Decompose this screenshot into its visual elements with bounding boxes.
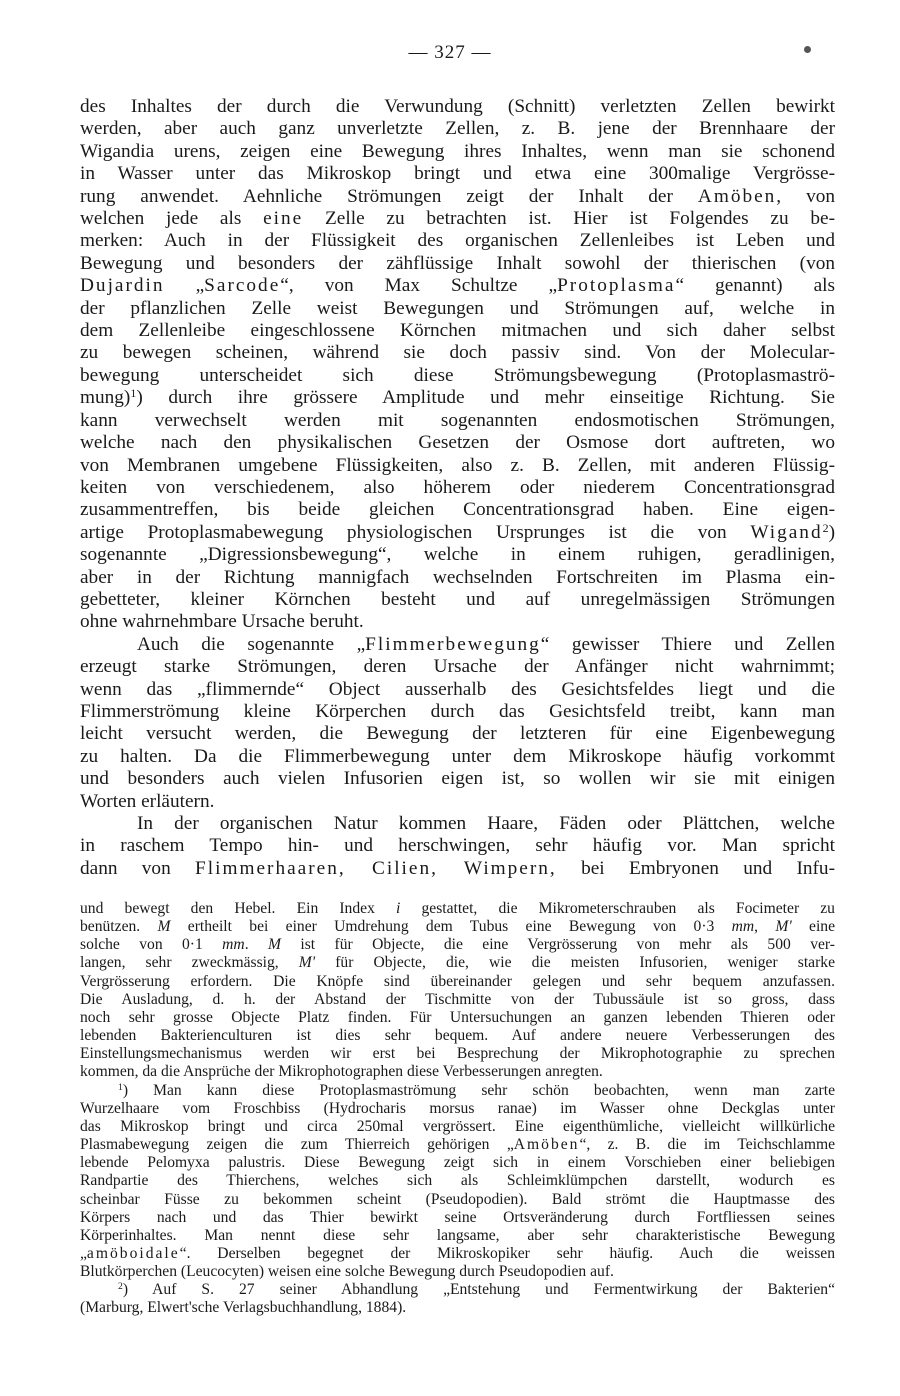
body-line: ohne wahrnehmbare Ursache beruht.	[80, 611, 364, 633]
italic-symbol: mm	[222, 936, 245, 954]
body-line: Wigandia urens, zeigen eine Bewegung ihres Inhaltes, wenn man sie schonend	[80, 140, 835, 162]
spaced-emphasis: Flimmerbewegung	[365, 633, 541, 655]
footnote-line: lebenden Bakterienculturen ist dies sehr bequem. Auf andere neuere Verbesserungen des	[80, 1027, 835, 1045]
body-line: kann verwechselt werden mit sogenannten endosmotischen Strömungen,	[80, 409, 835, 431]
body-line: zu halten. Da die Flimmerbewegung unter dem Mikroskope häufig vorkommt	[80, 745, 835, 767]
footnotes	[80, 900, 835, 1318]
spaced-emphasis: Wigand	[750, 521, 823, 543]
footnote-line: das Mikroskop bringt und circa 250mal vergrössert. Eine eigenthümliche, vielleicht willkürliche	[80, 1117, 835, 1135]
spaced-emphasis: Sarcode	[204, 275, 281, 297]
footnote-line: Wurzelhaare vom Froschbiss (Hydrocharis morsus ranae) im Wasser ohne Deckglas unter	[80, 1099, 835, 1117]
body-line: mung)$^1$) durch ihre grössere Amplitude und mehr einseitige Richtung. Sie	[80, 386, 835, 409]
footnote-line: lebende Pelomyxa palustris. Diese Bewegung zeigt sich in einem Vorschieben einer beliebigen	[80, 1154, 835, 1172]
footnote-line: benützen. M ertheilt bei einer Umdrehung dem Tubus eine Bewegung von 0·3 mm, M' eine	[80, 918, 836, 936]
body-line: bewegung unterscheidet sich diese Strömungsbewegung (Protoplasmaströ-	[80, 364, 835, 386]
body-line: keiten von verschiedenem, also höherem oder niederem Concentrationsgrad	[80, 476, 835, 498]
spaced-emphasis: Amöben	[697, 185, 777, 207]
body-line: zusammentreffen, bis beide gleichen Concentrationsgrad haben. Eine eigen-	[80, 499, 835, 521]
footnote-line: und bewegt den Hebel. Ein Index i gestattet, die Mikrometerschrauben als Focimeter zu	[80, 900, 835, 917]
body-line: dem Zellenleibe eingeschlossene Körnchen mitmachen und sich daher selbst	[80, 320, 835, 342]
body-line: erzeugt starke Strömungen, deren Ursache der Anfänger nicht wahrnimmt;	[80, 656, 835, 678]
page-number: — 327 —	[408, 42, 492, 63]
italic-symbol: mm	[731, 918, 755, 936]
ink-spot	[804, 46, 811, 53]
body-line: zu bewegen scheinen, während sie doch passiv sind. Von der Molecular-	[80, 342, 835, 364]
spaced-emphasis: Amöben	[513, 1136, 580, 1154]
body-line: artige Protoplasmabewegung physiologischen Ursprunges ist die von Wigand$^2$)	[80, 520, 835, 543]
footnote-marker: 1	[118, 1081, 123, 1093]
footnote-line: kommen, da die Ansprüche der Mikrophotographen diese Verbesserungen anregten.	[80, 1063, 603, 1081]
footnote-line: $^1$) Man kann diese Protoplasmaströmung sehr schön beobachten, wenn man zarte	[118, 1081, 835, 1099]
footnote-line: Die Ausladung, d. h. der Abstand der Tischmitte von der Tubussäule ist so gross, dass	[80, 990, 835, 1008]
italic-symbol: M	[268, 936, 281, 954]
body-line: dann von Flimmerhaaren, Cilien, Wimpern, bei Embryonen und Infu-	[80, 857, 835, 879]
footnote-line: noch sehr grosse Objecte Platz finden. Für Untersuchungen an ganzen lebenden Thieren oder	[80, 1008, 835, 1026]
footnote-line: Körperinhaltes. Man nennt diese sehr langsame, aber sehr charakteristische Bewegung	[80, 1226, 835, 1244]
body-line: werden, aber auch ganz unverletzte Zellen, z. B. jene der Brennhaare der	[80, 118, 835, 140]
spaced-emphasis: Dujardin	[80, 275, 165, 297]
footnote-marker: 2	[822, 520, 829, 535]
body-line: Bewegung und besonders der zähflüssige Inhalt sowohl der thierischen (von	[80, 252, 835, 274]
body-line: sogenannte „Digressionsbewegung“, welche in einem ruhigen, geradlinigen,	[80, 544, 835, 566]
body-line: Auch die sogenannte „Flimmerbewegung“ gewisser Thiere und Zellen	[137, 633, 835, 655]
body-line: merken: Auch in der Flüssigkeit des organischen Zellenleibes ist Leben und	[80, 230, 835, 252]
body-line: welchen jede als eine Zelle zu betrachten ist. Hier ist Folgendes zu be-	[80, 208, 835, 230]
footnote-line: Plasmabewegung zeigen die zum Thierreich gehörigen „Amöben“, z. B. die im Teichschlamme	[80, 1136, 835, 1154]
body-line: wenn das „flimmernde“ Object ausserhalb des Gesichtsfeldes liegt und die	[80, 678, 835, 700]
body-line: Worten erläutern.	[80, 790, 215, 812]
footnote-marker: 1	[130, 386, 137, 401]
spaced-emphasis: eine	[263, 208, 304, 230]
footnote-line: scheinbar Füsse zu bekommen scheint (Pseudopodien). Bald strömt die Hauptmasse des	[80, 1190, 835, 1208]
body-line: aber in der Richtung mannigfach wechselnden Fortschreiten im Plasma ein-	[80, 566, 835, 588]
footnote-marker: 2	[118, 1281, 123, 1293]
body-line: von Membranen umgebene Flüssigkeiten, also z. B. Zellen, mit anderen Flüssig-	[80, 454, 835, 476]
italic-symbol: M'	[298, 954, 316, 972]
footnote-line: $^2$) Auf S. 27 seiner Abhandlung „Entstehung und Fermentwirkung der Bakterien“	[118, 1281, 835, 1299]
body-line: und besonders auch vielen Infusorien eigen ist, so wollen wir sie mit einigen	[80, 768, 835, 790]
italic-symbol: M'	[775, 918, 792, 936]
footnote-line: Blutkörperchen (Leucocyten) weisen eine solche Bewegung durch Pseudopodien auf.	[80, 1263, 614, 1281]
footnote-line: „amöboidale“. Derselben begegnet der Mikroskopiker sehr häufig. Auch die weissen	[80, 1244, 835, 1262]
body-line: in raschem Tempo hin- und herschwingen, sehr häufig vor. Man spricht	[80, 835, 835, 857]
body-line: In der organischen Natur kommen Haare, Fäden oder Plättchen, welche	[137, 813, 835, 834]
italic-symbol: i	[396, 900, 401, 917]
body-line: gebetteter, kleiner Körnchen besteht und auf unregelmässigen Strömungen	[80, 588, 835, 610]
spaced-emphasis: Protoplasma	[557, 275, 676, 297]
footnote-line: langen, sehr zweckmässig, M' für Objecte, die, wie die meisten Infusorien, weniger starke	[80, 954, 835, 972]
body-line: welche nach den physikalischen Gesetzen der Osmose dort auftreten, wo	[80, 432, 835, 454]
body-line: des Inhaltes der durch die Verwundung (Schnitt) verletzten Zellen bewirkt	[80, 96, 835, 117]
body-line: in Wasser unter das Mikroskop bringt und etwa eine 300malige Vergrösse-	[80, 163, 835, 185]
footnote-line: Vergrösserung erfordern. Die Knöpfe sind übereinander gelegen und sehr bequem anzufassen.	[80, 972, 835, 990]
footnote-line: (Marburg, Elwert'sche Verlagsbuchhandlung, 1884).	[80, 1299, 407, 1317]
footnote-line: Randpartie des Thierchens, welches sich als Schleimklümpchen darstellt, wodurch es	[80, 1172, 835, 1190]
body-line: Flimmerströmung kleine Körperchen durch das Gesichtsfeld treibt, kann man	[80, 700, 835, 722]
spaced-emphasis: amöboidale	[86, 1244, 180, 1262]
footnote-line: solche von 0·1 mm. M ist für Objecte, die eine Vergrösserung von mehr als 500 ver-	[80, 936, 836, 954]
body-line: Dujardin „Sarcode“, von Max Schultze „Protoplasma“ genannt) als	[80, 275, 835, 297]
footnote-line: Einstellungsmechanismus werden wir erst bei Besprechung der Mikrophotographie zu sprechen	[80, 1045, 835, 1063]
body-line: rung anwendet. Aehnliche Strömungen zeigt der Inhalt der Amöben, von	[80, 185, 836, 207]
italic-symbol: M	[157, 918, 171, 936]
main-text	[80, 96, 835, 880]
spaced-emphasis: Flimmerhaaren, Cilien, Wimpern,	[195, 857, 557, 879]
body-line: der pflanzlichen Zelle weist Bewegungen und Strömungen auf, welche in	[80, 297, 835, 319]
body-line: leicht versucht werden, die Bewegung der letzteren für eine Eigenbewegung	[80, 723, 835, 745]
footnote-line: Körpers nach und das Thier bewirkt seine Ortsveränderung durch Fortfliessen seines	[80, 1208, 835, 1226]
